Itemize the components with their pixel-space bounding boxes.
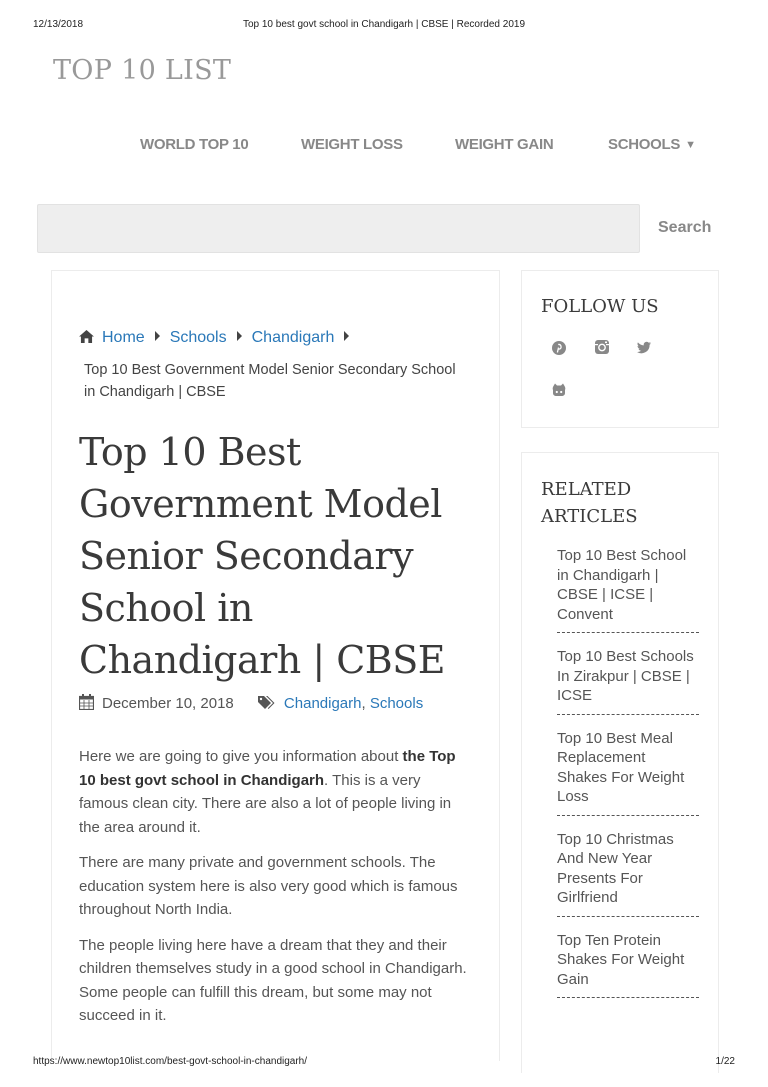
main-nav	[0, 136, 768, 156]
print-page-number: 1/22	[715, 1056, 735, 1067]
breadcrumb-schools[interactable]: Schools	[169, 329, 227, 346]
paragraph-text: . This is a very famous clean city. There are also a lot of people living in the area around it.	[79, 771, 452, 836]
tag-separator: ,	[361, 695, 370, 712]
github-icon[interactable]	[551, 382, 567, 398]
breadcrumb-current: Top 10 Best Government Model Senior Secondary School in Chandigarh | CBSE	[84, 362, 456, 400]
search-button[interactable]: Search	[658, 219, 712, 236]
search-input[interactable]	[37, 204, 640, 253]
twitter-icon[interactable]	[636, 340, 652, 356]
breadcrumb-chandigarh[interactable]: Chandigarh	[251, 329, 335, 346]
nav-item-weight-gain[interactable]: WEIGHT GAIN	[455, 136, 554, 153]
nav-item-world-top-10[interactable]: WORLD TOP 10	[140, 136, 249, 153]
tag-schools[interactable]: Schools	[369, 695, 424, 712]
nav-item-schools-label: SCHOOLS	[608, 136, 681, 153]
site-title[interactable]: TOP 10 LIST	[53, 55, 232, 86]
chevron-down-icon: ▼	[685, 139, 696, 151]
related-article-link[interactable]: Top 10 Best Meal Replacement Shakes For Weight Loss	[557, 729, 685, 805]
paragraph	[79, 745, 471, 839]
list-item	[557, 729, 699, 816]
print-date: 12/13/2018	[33, 19, 84, 30]
calendar-icon	[79, 694, 94, 710]
related-title: RELATED ARTICLES	[541, 479, 638, 527]
instagram-icon[interactable]	[594, 339, 610, 355]
list-item	[557, 546, 699, 633]
list-item	[557, 931, 699, 999]
tag-chandigarh[interactable]: Chandigarh	[283, 695, 362, 712]
caret-right-icon	[237, 331, 242, 341]
print-footer	[0, 1056, 768, 1070]
home-icon	[79, 330, 94, 343]
print-url: https://www.newtop10list.com/best-govt-school-in-chandigarh/	[33, 1056, 308, 1067]
pinterest-icon[interactable]	[551, 340, 567, 356]
related-articles-widget	[521, 452, 719, 1073]
article-card	[51, 270, 500, 1061]
paragraph: The people living here have a dream that they and their children themselves study in a good school in Chandigarh. Some people can fulfill this dream, but some may not succeed in it.	[79, 936, 467, 1024]
breadcrumb	[79, 329, 359, 347]
post-body	[79, 745, 471, 1040]
related-article-link[interactable]: Top 10 Best Schools In Zirakpur | CBSE | ICSE	[557, 648, 694, 704]
list-item	[557, 647, 699, 715]
breadcrumb-home[interactable]: Home	[102, 329, 145, 346]
post-meta	[79, 694, 423, 712]
nav-item-schools[interactable]	[608, 136, 696, 153]
nav-item-weight-loss[interactable]: WEIGHT LOSS	[301, 136, 403, 153]
print-doc-title: Top 10 best govt school in Chandigarh | CBSE | Recorded 2019	[242, 19, 526, 30]
caret-right-icon	[344, 331, 349, 341]
related-article-link[interactable]: Top 10 Best School in Chandigarh | CBSE | ICSE | Convent	[557, 547, 687, 623]
post-date: December 10, 2018	[102, 695, 234, 712]
paragraph-text: Here we are going to give you information about	[79, 748, 403, 765]
paragraph: There are many private and government schools. The education system here is also very good which is famous throughout North India.	[79, 854, 458, 918]
tags-icon	[258, 696, 276, 710]
follow-title: FOLLOW US	[541, 296, 659, 317]
paragraph-bold: the Top 10 best govt school in Chandigarh	[79, 748, 456, 789]
post-title: Top 10 Best Government Model Senior Secondary School in Chandigarh | CBSE	[79, 430, 446, 682]
related-article-link[interactable]: Top Ten Protein Shakes For Weight Gain	[557, 931, 685, 988]
list-item	[557, 830, 699, 917]
follow-widget	[521, 270, 719, 428]
related-list	[557, 546, 699, 1012]
related-article-link[interactable]: Top 10 Christmas And New Year Presents For Girlfriend	[557, 830, 674, 906]
caret-right-icon	[155, 331, 160, 341]
print-header	[0, 19, 768, 33]
